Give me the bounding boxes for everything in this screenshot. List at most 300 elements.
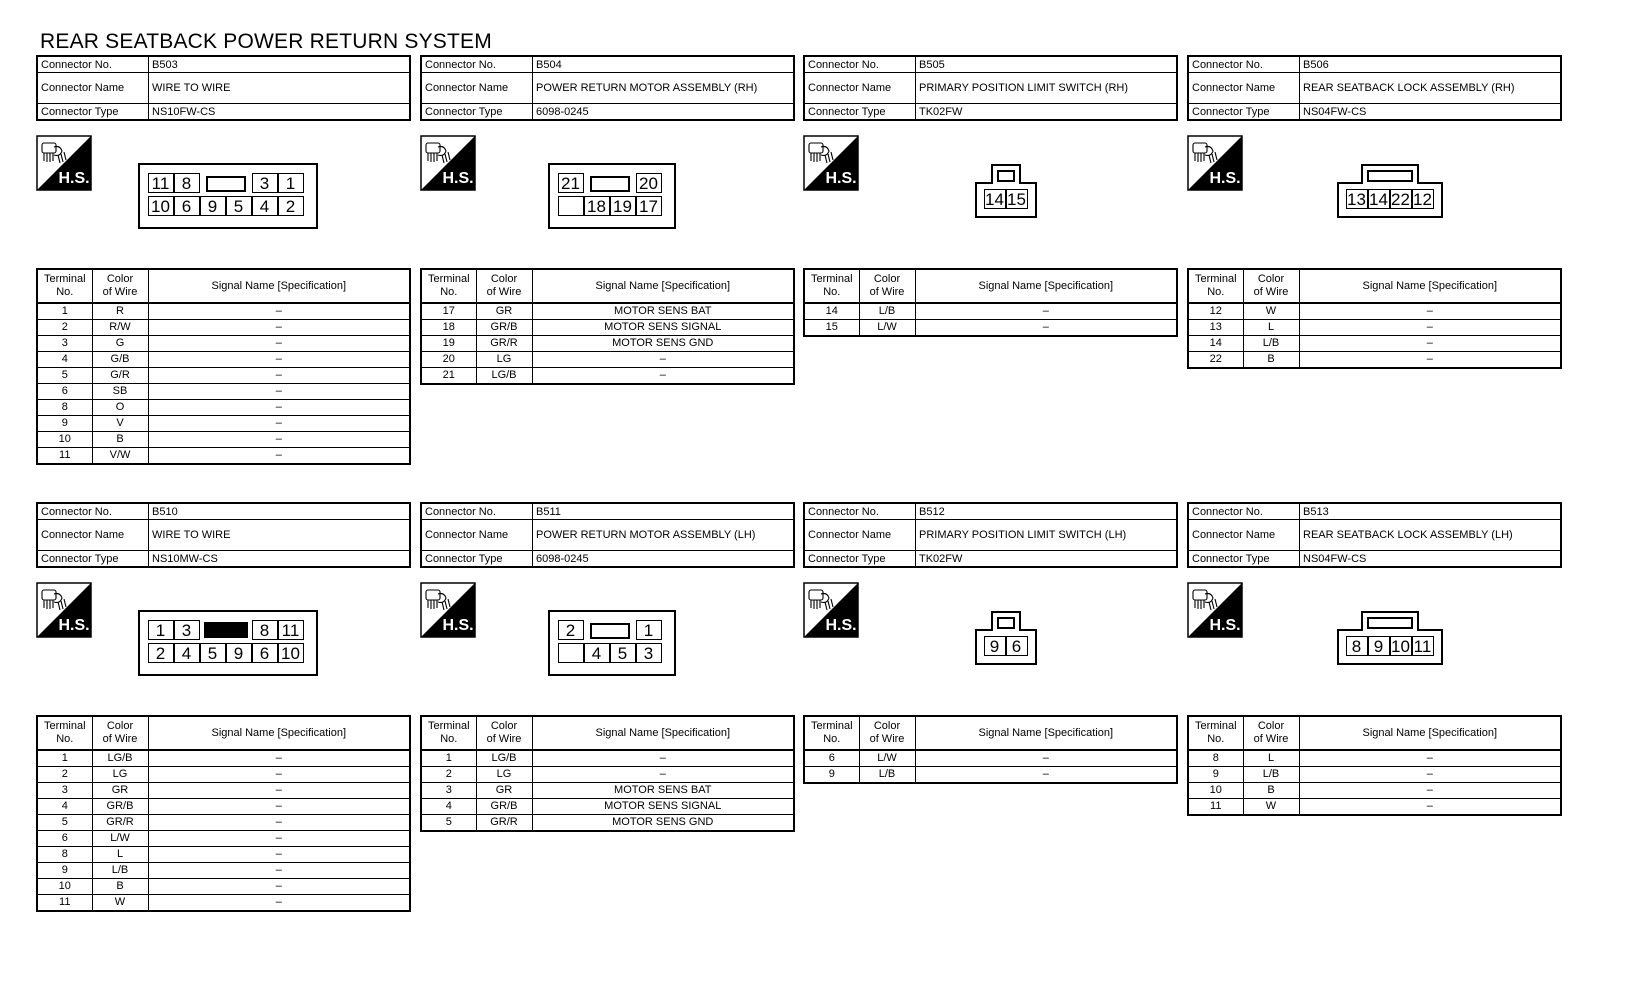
terminal-no-header	[804, 269, 859, 303]
terminal-no-header	[421, 269, 476, 303]
connector-panel-b510	[36, 502, 411, 908]
terminal-no-header	[1188, 269, 1243, 303]
connector-no-label: Connector No.	[1188, 56, 1300, 73]
signal-name-cell: –	[148, 815, 410, 831]
connector-name-label: Connector Name	[421, 73, 533, 104]
hand-side-view-icon	[420, 582, 476, 638]
table-row	[1188, 352, 1561, 369]
terminal-header-line1: Terminal	[427, 273, 470, 285]
terminal-no-cell: 11	[37, 895, 92, 912]
table-row	[421, 783, 794, 799]
connector-type-value: NS10MW-CS	[149, 551, 411, 568]
color-header-line2: of Wire	[102, 733, 138, 745]
terminal-no-cell: 14	[1188, 336, 1243, 352]
cavity-5: 5	[610, 643, 636, 663]
terminal-no-cell: 8	[37, 400, 92, 416]
signal-name-cell: –	[532, 352, 794, 368]
table-row	[1188, 783, 1561, 799]
cavity-2: 2	[278, 196, 304, 216]
connector-no-label: Connector No.	[804, 56, 916, 73]
connector-name-label: Connector Name	[804, 520, 916, 551]
connector-no-value: B512	[916, 503, 1178, 520]
connector-info-table	[36, 55, 411, 121]
wire-color-cell: V/W	[92, 448, 148, 465]
signal-name-cell: MOTOR SENS SIGNAL	[532, 799, 794, 815]
table-row	[804, 303, 1177, 320]
wire-color-cell: GR	[476, 783, 532, 799]
connector-info-table	[1187, 502, 1562, 568]
terminal-no-cell: 13	[1188, 320, 1243, 336]
hs-label: H.S.	[825, 617, 857, 634]
connector-info-table	[420, 502, 795, 568]
connector-no-value: B504	[533, 56, 795, 73]
terminal-no-header	[37, 269, 92, 303]
table-row	[37, 799, 410, 815]
connector-no-label: Connector No.	[37, 503, 149, 520]
connector-panel-b504	[420, 55, 795, 381]
table-row	[1188, 320, 1561, 336]
color-of-wire-header	[476, 716, 532, 750]
terminal-no-cell: 3	[37, 336, 92, 352]
cavity-21: 21	[558, 173, 584, 193]
wire-color-cell: LG/B	[92, 750, 148, 767]
signal-name-cell: –	[1299, 320, 1561, 336]
table-row	[37, 320, 410, 336]
wire-color-cell: LG	[476, 767, 532, 783]
table-row	[37, 815, 410, 831]
cavity-22: 22	[1391, 190, 1410, 209]
table-row	[37, 863, 410, 879]
lock-tab	[590, 623, 630, 639]
hs-label: H.S.	[1209, 617, 1241, 634]
connector-no-value: B505	[916, 56, 1178, 73]
connector-type-value: TK02FW	[916, 551, 1178, 568]
color-of-wire-header	[1243, 269, 1299, 303]
cavity-1: 1	[278, 173, 304, 193]
connector-name-value: REAR SEATBACK LOCK ASSEMBLY (RH)	[1300, 73, 1562, 104]
terminal-no-cell: 6	[804, 750, 859, 767]
signal-name-cell: –	[148, 352, 410, 368]
terminal-table	[36, 715, 411, 912]
signal-name-header: Signal Name [Specification]	[532, 716, 794, 750]
cavity-3: 3	[636, 643, 662, 663]
hs-label: H.S.	[442, 617, 474, 634]
terminal-table	[1187, 715, 1562, 816]
cavity-18: 18	[584, 196, 610, 216]
signal-name-cell: –	[532, 767, 794, 783]
wire-color-cell: L/B	[859, 303, 915, 320]
wire-color-cell: G/R	[92, 368, 148, 384]
connector-face-diagram	[1336, 610, 1444, 666]
lock-tab	[204, 622, 248, 638]
color-of-wire-header	[859, 269, 915, 303]
cavity-2: 2	[148, 643, 174, 663]
terminal-no-cell: 9	[804, 767, 859, 784]
connector-type-label: Connector Type	[804, 551, 916, 568]
terminal-no-cell: 10	[1188, 783, 1243, 799]
table-row	[37, 750, 410, 767]
terminal-no-cell: 6	[37, 831, 92, 847]
wire-color-cell: R/W	[92, 320, 148, 336]
signal-name-cell: –	[148, 863, 410, 879]
wire-color-cell: W	[1243, 303, 1299, 320]
connector-info-table	[803, 55, 1178, 121]
cavity-3: 3	[174, 620, 200, 640]
cavity-2: 2	[558, 620, 584, 640]
wire-color-cell: L	[1243, 320, 1299, 336]
connector-no-value: B503	[149, 56, 411, 73]
terminal-no-cell: 11	[1188, 799, 1243, 816]
table-row	[1188, 303, 1561, 320]
signal-name-cell: –	[148, 750, 410, 767]
signal-name-cell: –	[1299, 336, 1561, 352]
connector-face-diagram	[138, 610, 314, 672]
table-row	[421, 352, 794, 368]
connector-no-value: B510	[149, 503, 411, 520]
color-header-line1: Color	[490, 720, 518, 732]
wire-color-cell: GR/B	[92, 799, 148, 815]
color-header-line1: Color	[106, 273, 134, 285]
terminal-no-cell: 4	[37, 799, 92, 815]
terminal-header-line2: No.	[823, 733, 841, 745]
table-row	[37, 448, 410, 465]
terminal-header-line2: No.	[56, 286, 74, 298]
connector-no-value: B506	[1300, 56, 1562, 73]
connector-type-label: Connector Type	[1188, 104, 1300, 121]
signal-name-cell: –	[148, 368, 410, 384]
terminal-no-header	[37, 716, 92, 750]
terminal-no-cell: 1	[37, 750, 92, 767]
cavity-1: 1	[148, 620, 174, 640]
signal-name-cell: –	[148, 831, 410, 847]
color-header-line2: of Wire	[486, 733, 522, 745]
signal-name-cell: –	[1299, 352, 1561, 369]
hand-side-view-icon	[420, 135, 476, 191]
wire-color-cell: L	[1243, 750, 1299, 767]
terminal-header-line2: No.	[440, 286, 458, 298]
cavity-4: 4	[174, 643, 200, 663]
hand-side-view-icon	[36, 135, 92, 191]
wire-color-cell: GR/B	[476, 799, 532, 815]
cavity-17: 17	[636, 196, 662, 216]
table-row	[804, 750, 1177, 767]
terminal-no-cell: 21	[421, 368, 476, 385]
color-header-line1: Color	[1257, 273, 1285, 285]
wire-color-cell: L/W	[92, 831, 148, 847]
wire-color-cell: O	[92, 400, 148, 416]
terminal-no-cell: 1	[37, 303, 92, 320]
color-of-wire-header	[1243, 716, 1299, 750]
terminal-table	[803, 268, 1178, 337]
connector-no-label: Connector No.	[421, 503, 533, 520]
connector-type-value: NS10FW-CS	[149, 104, 411, 121]
table-row	[421, 303, 794, 320]
connector-no-label: Connector No.	[804, 503, 916, 520]
table-row	[1188, 799, 1561, 816]
color-header-line2: of Wire	[869, 733, 905, 745]
signal-name-cell: MOTOR SENS BAT	[532, 783, 794, 799]
connector-no-value: B513	[1300, 503, 1562, 520]
cavity-1: 1	[636, 620, 662, 640]
table-row	[1188, 750, 1561, 767]
connector-panel-b513	[1187, 502, 1562, 812]
connector-name-value: REAR SEATBACK LOCK ASSEMBLY (LH)	[1300, 520, 1562, 551]
terminal-table	[803, 715, 1178, 784]
terminal-header-line1: Terminal	[810, 720, 853, 732]
connector-name-value: POWER RETURN MOTOR ASSEMBLY (LH)	[533, 520, 795, 551]
terminal-header-line1: Terminal	[810, 273, 853, 285]
wire-color-cell: W	[92, 895, 148, 912]
wire-color-cell: B	[1243, 783, 1299, 799]
signal-name-cell: –	[915, 303, 1177, 320]
connector-type-label: Connector Type	[37, 551, 149, 568]
table-row	[804, 767, 1177, 784]
connector-type-value: TK02FW	[916, 104, 1178, 121]
cavity-3: 3	[252, 173, 278, 193]
terminal-no-cell: 2	[37, 320, 92, 336]
hand-side-view-icon	[1187, 582, 1243, 638]
color-header-line1: Color	[106, 720, 134, 732]
hand-side-view-icon	[36, 582, 92, 638]
connector-no-label: Connector No.	[1188, 503, 1300, 520]
table-row	[37, 352, 410, 368]
hs-label: H.S.	[58, 170, 90, 187]
wire-color-cell: GR/R	[476, 815, 532, 832]
table-row	[37, 847, 410, 863]
table-row	[37, 783, 410, 799]
connector-face-diagram	[974, 163, 1038, 219]
color-header-line1: Color	[490, 273, 518, 285]
connector-type-value: 6098-0245	[533, 551, 795, 568]
signal-name-cell: –	[148, 400, 410, 416]
hand-side-view-icon	[803, 582, 859, 638]
signal-name-cell: –	[148, 879, 410, 895]
terminal-no-cell: 20	[421, 352, 476, 368]
signal-name-cell: –	[915, 320, 1177, 337]
terminal-header-line2: No.	[823, 286, 841, 298]
table-row	[421, 320, 794, 336]
signal-name-cell: –	[148, 303, 410, 320]
terminal-no-header	[1188, 716, 1243, 750]
terminal-no-header	[421, 716, 476, 750]
connector-face-diagram	[548, 163, 672, 225]
table-row	[37, 400, 410, 416]
cavity-5: 5	[226, 196, 252, 216]
cavity-11: 11	[278, 620, 304, 640]
cavity-9: 9	[1368, 636, 1390, 656]
signal-name-cell: –	[148, 799, 410, 815]
terminal-no-cell: 10	[37, 432, 92, 448]
connector-name-value: PRIMARY POSITION LIMIT SWITCH (RH)	[916, 73, 1178, 104]
terminal-header-line2: No.	[56, 733, 74, 745]
color-header-line2: of Wire	[102, 286, 138, 298]
terminal-table	[1187, 268, 1562, 369]
signal-name-cell: –	[915, 750, 1177, 767]
cavity-4: 4	[252, 196, 278, 216]
connector-face-diagram	[138, 163, 314, 225]
terminal-no-cell: 12	[1188, 303, 1243, 320]
terminal-header-line2: No.	[1207, 733, 1225, 745]
connector-type-label: Connector Type	[37, 104, 149, 121]
color-header-line2: of Wire	[486, 286, 522, 298]
wire-color-cell: LG/B	[476, 750, 532, 767]
terminal-no-cell: 8	[37, 847, 92, 863]
connector-no-value: B511	[533, 503, 795, 520]
table-row	[37, 416, 410, 432]
cavity-5: 5	[200, 643, 226, 663]
connector-name-value: WIRE TO WIRE	[149, 520, 411, 551]
connector-name-label: Connector Name	[1188, 520, 1300, 551]
signal-name-header: Signal Name [Specification]	[1299, 716, 1561, 750]
cavity-8: 8	[174, 173, 200, 193]
table-row	[804, 320, 1177, 337]
connector-info-table	[803, 502, 1178, 568]
connector-name-value: WIRE TO WIRE	[149, 73, 411, 104]
cavity-6: 6	[174, 196, 200, 216]
signal-name-cell: –	[532, 750, 794, 767]
connector-name-label: Connector Name	[37, 520, 149, 551]
terminal-no-cell: 9	[1188, 767, 1243, 783]
color-header-line2: of Wire	[1253, 733, 1289, 745]
signal-name-cell: MOTOR SENS SIGNAL	[532, 320, 794, 336]
table-row	[37, 767, 410, 783]
signal-name-cell: –	[148, 767, 410, 783]
connector-info-table	[36, 502, 411, 568]
table-row	[37, 432, 410, 448]
wire-color-cell: L/B	[859, 767, 915, 784]
terminal-header-line1: Terminal	[427, 720, 470, 732]
terminal-no-cell: 18	[421, 320, 476, 336]
terminal-header-line1: Terminal	[43, 720, 86, 732]
terminal-header-line2: No.	[1207, 286, 1225, 298]
cavity-10: 10	[278, 643, 304, 663]
terminal-no-cell: 3	[421, 783, 476, 799]
connector-name-label: Connector Name	[804, 73, 916, 104]
signal-name-cell: –	[1299, 303, 1561, 320]
table-row	[37, 384, 410, 400]
wire-color-cell: L/B	[1243, 767, 1299, 783]
connector-name-label: Connector Name	[1188, 73, 1300, 104]
cavity-6: 6	[252, 643, 278, 663]
color-header-line2: of Wire	[1253, 286, 1289, 298]
wire-color-cell: LG/B	[476, 368, 532, 385]
signal-name-cell: –	[148, 432, 410, 448]
terminal-no-cell: 6	[37, 384, 92, 400]
signal-name-cell: MOTOR SENS BAT	[532, 303, 794, 320]
wire-color-cell: GR	[476, 303, 532, 320]
terminal-no-cell: 2	[37, 767, 92, 783]
empty-cavity	[558, 196, 584, 216]
terminal-no-cell: 3	[37, 783, 92, 799]
signal-name-header: Signal Name [Specification]	[148, 269, 410, 303]
cavity-12: 12	[1413, 190, 1432, 209]
color-of-wire-header	[476, 269, 532, 303]
terminal-table	[36, 268, 411, 465]
connector-type-value: 6098-0245	[533, 104, 795, 121]
wire-color-cell: V	[92, 416, 148, 432]
hs-label: H.S.	[442, 170, 474, 187]
table-row	[421, 368, 794, 385]
signal-name-cell: –	[148, 895, 410, 912]
connector-type-label: Connector Type	[421, 551, 533, 568]
table-row	[37, 895, 410, 912]
connector-no-label: Connector No.	[37, 56, 149, 73]
cavity-11: 11	[148, 173, 174, 193]
table-row	[421, 750, 794, 767]
terminal-no-cell: 5	[37, 368, 92, 384]
wire-color-cell: GR	[92, 783, 148, 799]
wire-color-cell: SB	[92, 384, 148, 400]
signal-name-cell: –	[1299, 750, 1561, 767]
cavity-6: 6	[1006, 636, 1028, 656]
connector-type-value: NS04FW-CS	[1300, 104, 1562, 121]
signal-name-cell: –	[1299, 799, 1561, 816]
empty-cavity	[558, 643, 584, 663]
terminal-no-cell: 10	[37, 879, 92, 895]
table-row	[421, 336, 794, 352]
cavity-8: 8	[1346, 636, 1368, 656]
hand-side-view-icon	[1187, 135, 1243, 191]
connector-panel-b506	[1187, 55, 1562, 365]
cavity-9: 9	[984, 636, 1006, 656]
hand-side-view-icon	[803, 135, 859, 191]
lock-tab	[590, 176, 630, 192]
wire-color-cell: GR/B	[476, 320, 532, 336]
terminal-no-cell: 4	[421, 799, 476, 815]
signal-name-cell: –	[148, 384, 410, 400]
color-of-wire-header	[92, 716, 148, 750]
cavity-9: 9	[200, 196, 226, 216]
color-of-wire-header	[859, 716, 915, 750]
cavity-20: 20	[636, 173, 662, 193]
hs-label: H.S.	[825, 170, 857, 187]
terminal-no-cell: 14	[804, 303, 859, 320]
connector-face-diagram	[974, 610, 1038, 666]
cavity-14: 14	[985, 190, 1004, 209]
terminal-no-cell: 8	[1188, 750, 1243, 767]
signal-name-header: Signal Name [Specification]	[915, 269, 1177, 303]
connector-face-diagram	[1336, 163, 1444, 219]
connector-type-label: Connector Type	[421, 104, 533, 121]
terminal-no-cell: 2	[421, 767, 476, 783]
signal-name-header: Signal Name [Specification]	[915, 716, 1177, 750]
terminal-header-line1: Terminal	[1194, 273, 1237, 285]
terminal-no-cell: 5	[421, 815, 476, 832]
terminal-no-cell: 22	[1188, 352, 1243, 369]
cavity-11: 11	[1412, 636, 1434, 656]
connector-no-label: Connector No.	[421, 56, 533, 73]
terminal-no-cell: 15	[804, 320, 859, 337]
wire-color-cell: L	[92, 847, 148, 863]
table-row	[1188, 767, 1561, 783]
terminal-no-cell: 1	[421, 750, 476, 767]
signal-name-cell: –	[1299, 767, 1561, 783]
signal-name-cell: MOTOR SENS GND	[532, 815, 794, 832]
signal-name-cell: –	[148, 416, 410, 432]
terminal-header-line1: Terminal	[1194, 720, 1237, 732]
table-row	[37, 368, 410, 384]
terminal-no-cell: 11	[37, 448, 92, 465]
connector-panel-b505	[803, 55, 1178, 333]
cavity-4: 4	[584, 643, 610, 663]
wire-color-cell: L/W	[859, 320, 915, 337]
terminal-no-cell: 9	[37, 416, 92, 432]
table-row	[421, 767, 794, 783]
table-row	[421, 815, 794, 832]
cavity-10: 10	[1391, 637, 1410, 656]
color-header-line2: of Wire	[869, 286, 905, 298]
connector-type-value: NS04FW-CS	[1300, 551, 1562, 568]
